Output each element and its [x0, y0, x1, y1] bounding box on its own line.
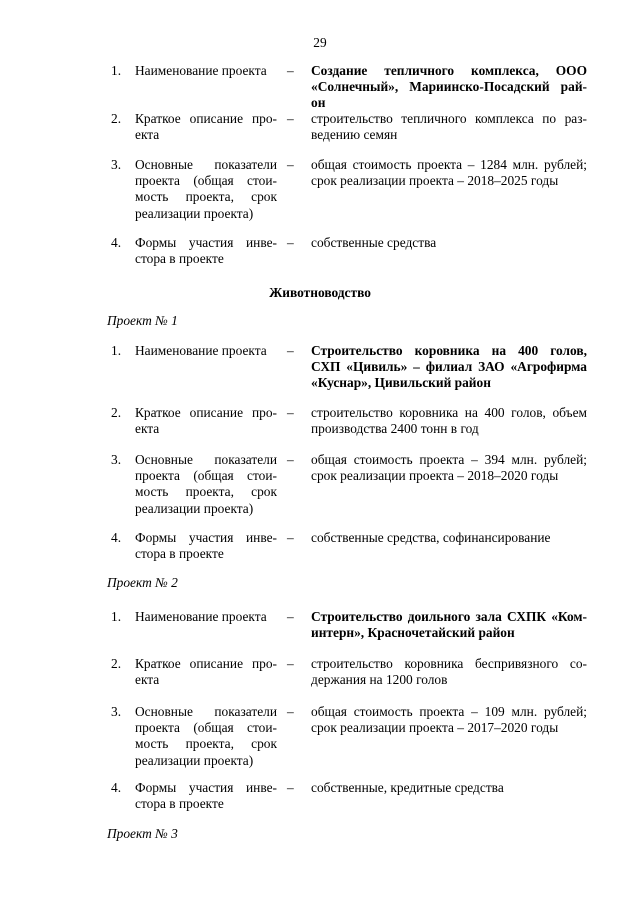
- item-value-line: СХП «Цивиль» – филиал ЗАО «Агрофирма: [311, 359, 587, 375]
- item-value: [311, 530, 587, 546]
- item-label-line: Формы участия инве-: [135, 235, 277, 250]
- item-value-line: ведению семян: [311, 127, 398, 143]
- item-dash: –: [287, 780, 294, 795]
- section-heading: Животноводство: [269, 285, 371, 300]
- item-dash: –: [287, 157, 294, 172]
- item-value-line: строительство коровника беспривязного со-: [311, 656, 587, 671]
- item-value-line: Строительство доильного зала СХПК «Ком-: [311, 609, 587, 624]
- item-label: [135, 704, 277, 769]
- item-label-line: екта: [135, 672, 160, 688]
- project-title: Проект № 1: [107, 313, 178, 328]
- item-value-line: срок реализации проекта – 2017–2020 годы: [311, 720, 559, 736]
- item-label: [135, 235, 277, 267]
- item-value-line: общая стоимость проекта – 109 млн. рублей;: [311, 704, 587, 719]
- item-label-line: Наименование проекта: [135, 609, 267, 624]
- item-value: [311, 343, 587, 392]
- item-value: [311, 405, 587, 437]
- item-label-line: проекта (общая стои-: [135, 468, 277, 484]
- item-dash: –: [287, 452, 294, 467]
- item-dash: –: [287, 405, 294, 420]
- item-value-line: производства 2400 тонн в год: [311, 421, 479, 437]
- item-value-line: «Солнечный», Мариинско-Посадский рай-: [311, 79, 587, 95]
- item-label: [135, 63, 277, 79]
- item-label: [135, 780, 277, 812]
- item-label: [135, 405, 277, 437]
- item-label-line: Формы участия инве-: [135, 530, 277, 545]
- item-number: 1.: [111, 343, 122, 358]
- item-label-line: Краткое описание про-: [135, 405, 277, 420]
- item-number: 2.: [111, 656, 122, 671]
- item-label: [135, 452, 277, 517]
- item-number: 3.: [111, 157, 122, 172]
- item-number: 2.: [111, 111, 122, 126]
- item-label-line: мость проекта, срок: [135, 736, 277, 752]
- item-value-line: держания на 1200 голов: [311, 672, 448, 688]
- item-value-line: строительство тепличного комплекса по раз-: [311, 111, 587, 126]
- item-dash: –: [287, 63, 294, 78]
- item-label-line: стора в проекте: [135, 796, 224, 812]
- item-value: [311, 656, 587, 688]
- page-number: 29: [313, 35, 327, 50]
- item-label: [135, 111, 277, 143]
- item-label-line: реализации проекта): [135, 752, 254, 768]
- item-dash: –: [287, 530, 294, 545]
- item-value-line: общая стоимость проекта – 394 млн. рублей;: [311, 452, 587, 467]
- item-label: [135, 609, 277, 625]
- item-value: [311, 452, 587, 484]
- item-dash: –: [287, 343, 294, 358]
- item-value-line: срок реализации проекта – 2018–2020 годы: [311, 468, 559, 484]
- item-label-line: Формы участия инве-: [135, 780, 277, 795]
- item-label-line: Основные показатели: [135, 157, 277, 172]
- item-value-line: срок реализации проекта – 2018–2025 годы: [311, 173, 559, 189]
- item-value: [311, 235, 587, 251]
- item-value-line: собственные средства, софинансирование: [311, 530, 551, 545]
- item-label-line: мость проекта, срок: [135, 484, 277, 500]
- item-value: [311, 704, 587, 736]
- item-dash: –: [287, 111, 294, 126]
- item-dash: –: [287, 704, 294, 719]
- item-label-line: мость проекта, срок: [135, 189, 277, 205]
- item-dash: –: [287, 235, 294, 250]
- item-label-line: Наименование проекта: [135, 343, 267, 358]
- item-value-line: «Куснар», Цивильский район: [311, 375, 491, 391]
- item-value-line: общая стоимость проекта – 1284 млн. рублей;: [311, 157, 587, 172]
- item-value: [311, 780, 587, 796]
- item-value: [311, 111, 587, 143]
- project-title: Проект № 3: [107, 826, 178, 841]
- item-label-line: Наименование проекта: [135, 63, 267, 78]
- item-label-line: екта: [135, 127, 160, 143]
- item-number: 4.: [111, 530, 122, 545]
- item-value-line: интерн», Красночетайский район: [311, 625, 515, 641]
- item-label: [135, 530, 277, 562]
- project-title: Проект № 2: [107, 575, 178, 590]
- item-value-line: он: [311, 95, 326, 111]
- item-number: 3.: [111, 704, 122, 719]
- item-number: 4.: [111, 235, 122, 250]
- item-number: 1.: [111, 609, 122, 624]
- item-dash: –: [287, 609, 294, 624]
- item-label-line: проекта (общая стои-: [135, 173, 277, 189]
- item-value: [311, 609, 587, 641]
- item-dash: –: [287, 656, 294, 671]
- item-label-line: реализации проекта): [135, 205, 254, 221]
- item-label-line: Краткое описание про-: [135, 111, 277, 126]
- item-label-line: стора в проекте: [135, 546, 224, 562]
- item-label-line: Основные показатели: [135, 704, 277, 719]
- item-number: 3.: [111, 452, 122, 467]
- item-label-line: Основные показатели: [135, 452, 277, 467]
- item-number: 4.: [111, 780, 122, 795]
- item-value-line: строительство коровника на 400 голов, объем: [311, 405, 587, 420]
- item-value-line: Создание тепличного комплекса, ООО: [311, 63, 587, 78]
- item-number: 2.: [111, 405, 122, 420]
- item-value-line: собственные средства: [311, 235, 437, 250]
- item-label: [135, 343, 277, 359]
- item-value: [311, 63, 587, 112]
- item-value-line: Строительство коровника на 400 голов,: [311, 343, 587, 358]
- item-label-line: реализации проекта): [135, 500, 254, 516]
- item-label-line: Краткое описание про-: [135, 656, 277, 671]
- item-label-line: екта: [135, 421, 160, 437]
- item-value-line: собственные, кредитные средства: [311, 780, 504, 795]
- item-number: 1.: [111, 63, 122, 78]
- item-value: [311, 157, 587, 189]
- item-label: [135, 656, 277, 688]
- item-label: [135, 157, 277, 222]
- item-label-line: стора в проекте: [135, 251, 224, 267]
- item-label-line: проекта (общая стои-: [135, 720, 277, 736]
